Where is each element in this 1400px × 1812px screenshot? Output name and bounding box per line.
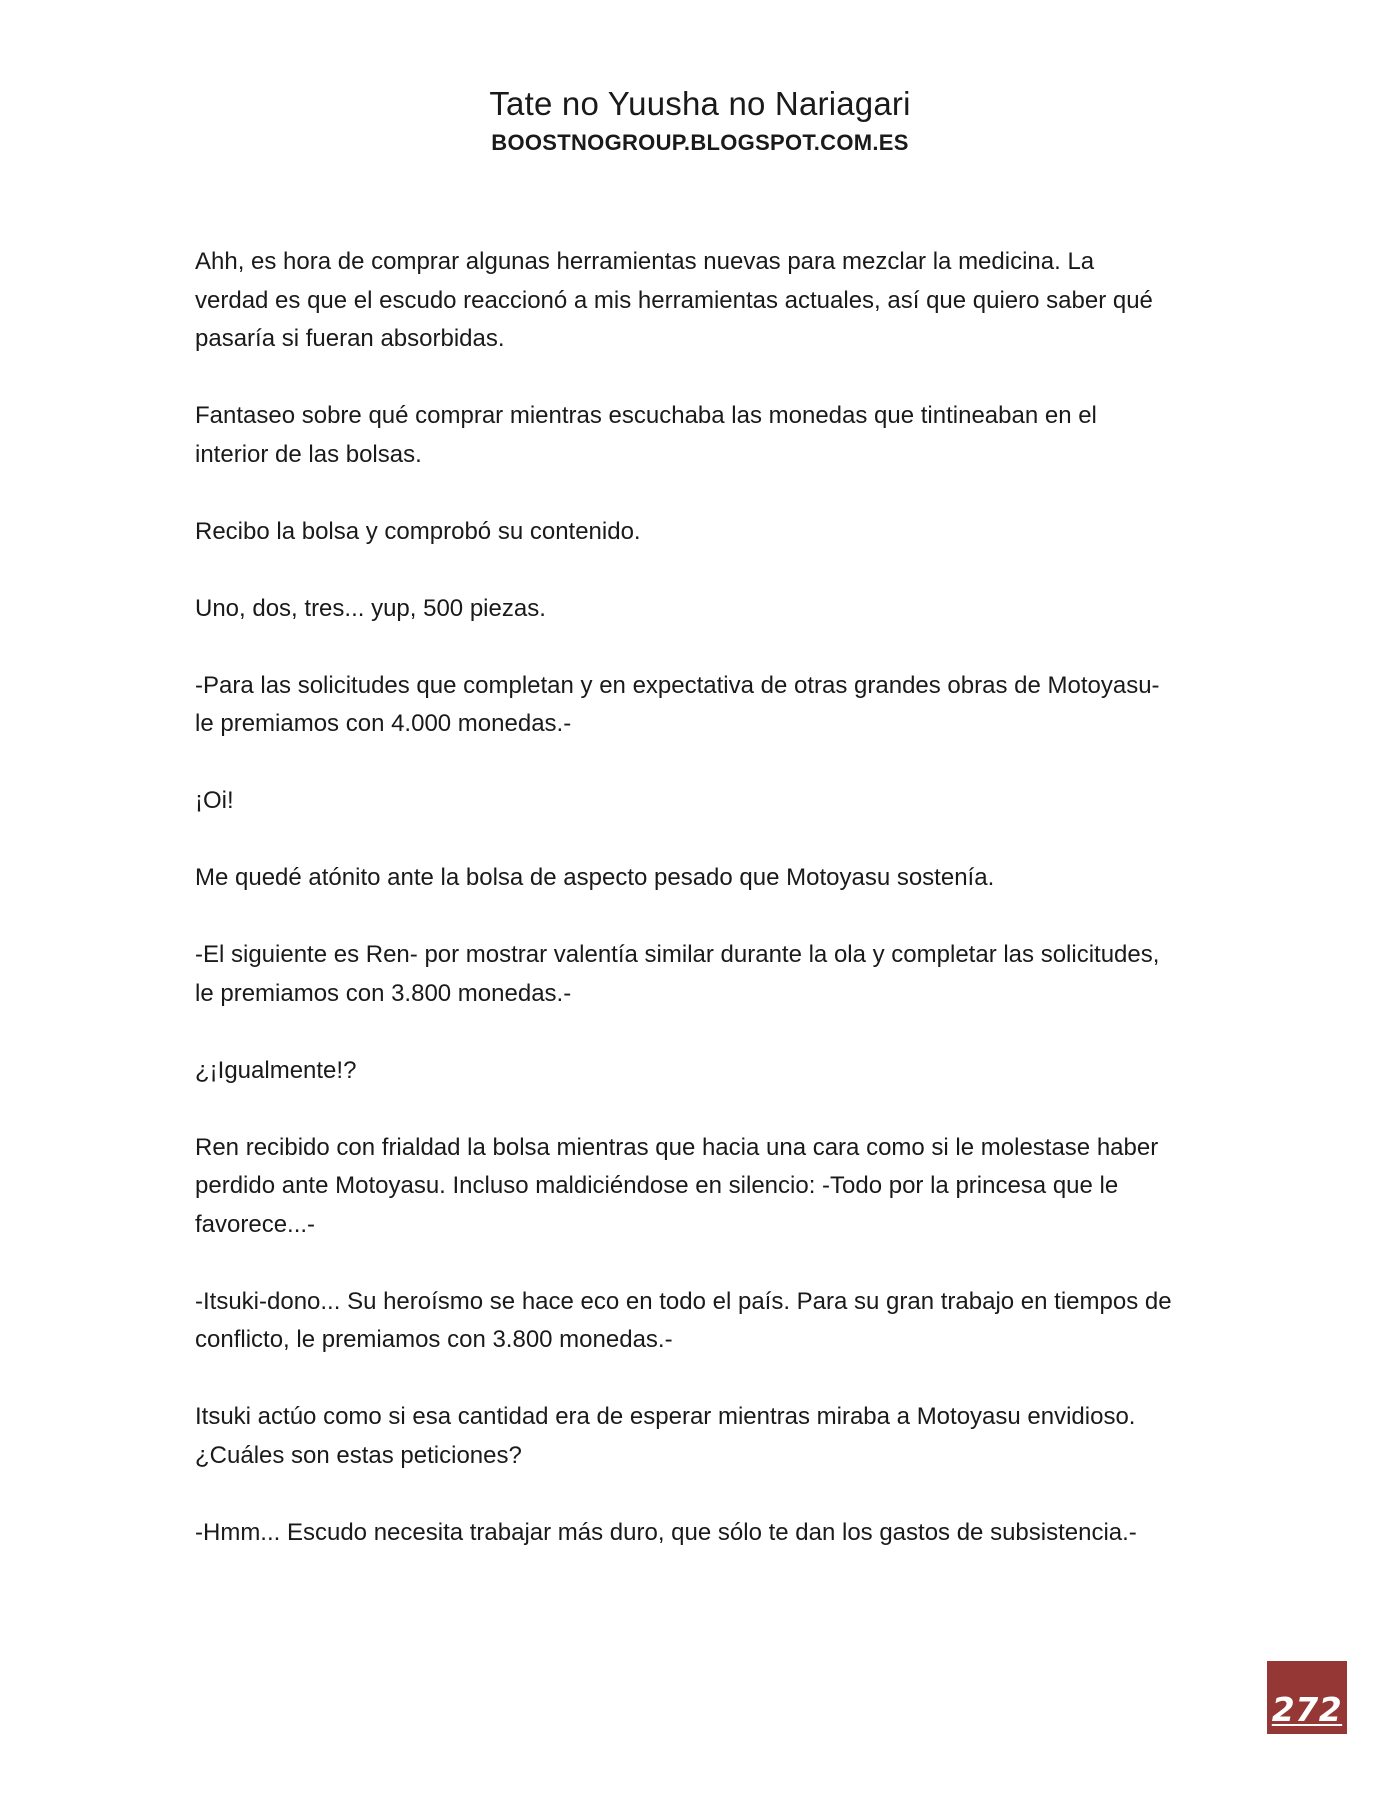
text-line: le premiamos con 4.000 monedas.- bbox=[195, 710, 572, 737]
paragraph bbox=[195, 590, 1215, 629]
text-line: Ren recibido con frialdad la bolsa mientras que hacia una cara como si le molestase haber bbox=[195, 1133, 1159, 1161]
text-line: verdad es que el escudo reaccionó a mis herramientas actuales, así que quiero saber qué bbox=[195, 286, 1153, 314]
text-line: conflicto, le premiamos con 3.800 monedas.- bbox=[195, 1326, 673, 1353]
text-line: -El siguiente es Ren- por mostrar valentía similar durante la ola y completar las solicitudes, bbox=[195, 941, 1160, 968]
body-text bbox=[195, 243, 1215, 1591]
text-line: ¿¡Igualmente!? bbox=[195, 1056, 357, 1084]
text-line: interior de las bolsas. bbox=[195, 440, 422, 468]
text-line: Ahh, es hora de comprar algunas herramientas nuevas para mezclar la medicina. La bbox=[195, 248, 1095, 275]
paragraph bbox=[195, 667, 1215, 744]
text-line: Uno, dos, tres... yup, 500 piezas. bbox=[195, 594, 546, 622]
paragraph bbox=[195, 936, 1215, 1013]
paragraph bbox=[195, 513, 1215, 552]
paragraph bbox=[195, 1283, 1215, 1360]
text-line: favorece...- bbox=[195, 1210, 316, 1238]
paragraph bbox=[195, 1129, 1215, 1245]
text-line: Fantaseo sobre qué comprar mientras escuchaba las monedas que tintineaban en el bbox=[195, 402, 1097, 429]
paragraph bbox=[195, 1398, 1215, 1475]
paragraph bbox=[195, 782, 1215, 821]
text-line: Itsuki actúo como si esa cantidad era de esperar mientras miraba a Motoyasu envidioso. bbox=[195, 1403, 1136, 1430]
paragraph bbox=[195, 1052, 1215, 1091]
text-line: -Itsuki-dono... Su heroísmo se hace eco en todo el país. Para su gran trabajo en tiempos de bbox=[195, 1287, 1172, 1315]
text-line: pasaría si fueran absorbidas. bbox=[195, 325, 505, 352]
text-line: le premiamos con 3.800 monedas.- bbox=[195, 979, 572, 1007]
document-title: Tate no Yuusha no Nariagari bbox=[489, 85, 911, 122]
text-line: ¿Cuáles son estas peticiones? bbox=[195, 1441, 522, 1469]
paragraph bbox=[195, 859, 1215, 898]
text-line: -Hmm... Escudo necesita trabajar más duro, que sólo te dan los gastos de subsistencia.- bbox=[195, 1518, 1137, 1546]
page-header bbox=[0, 84, 1400, 158]
text-line: Me quedé atónito ante la bolsa de aspecto pesado que Motoyasu sostenía. bbox=[195, 864, 995, 891]
paragraph bbox=[195, 397, 1215, 474]
page-number-badge bbox=[1267, 1661, 1347, 1734]
source-site: BOOSTNOGROUP.BLOGSPOT.COM.ES bbox=[491, 130, 909, 155]
text-line: ¡Oi! bbox=[195, 787, 234, 814]
text-line: -Para las solicitudes que completan y en expectativa de otras grandes obras de Motoyasu- bbox=[195, 671, 1160, 699]
paragraph bbox=[195, 243, 1215, 359]
paragraph bbox=[195, 1514, 1215, 1553]
text-line: perdido ante Motoyasu. Incluso maldiciéndose en silencio: -Todo por la princesa que le bbox=[195, 1172, 1119, 1199]
page-number: 272 bbox=[1271, 1690, 1343, 1729]
text-line: Recibo la bolsa y comprobó su contenido. bbox=[195, 517, 641, 545]
